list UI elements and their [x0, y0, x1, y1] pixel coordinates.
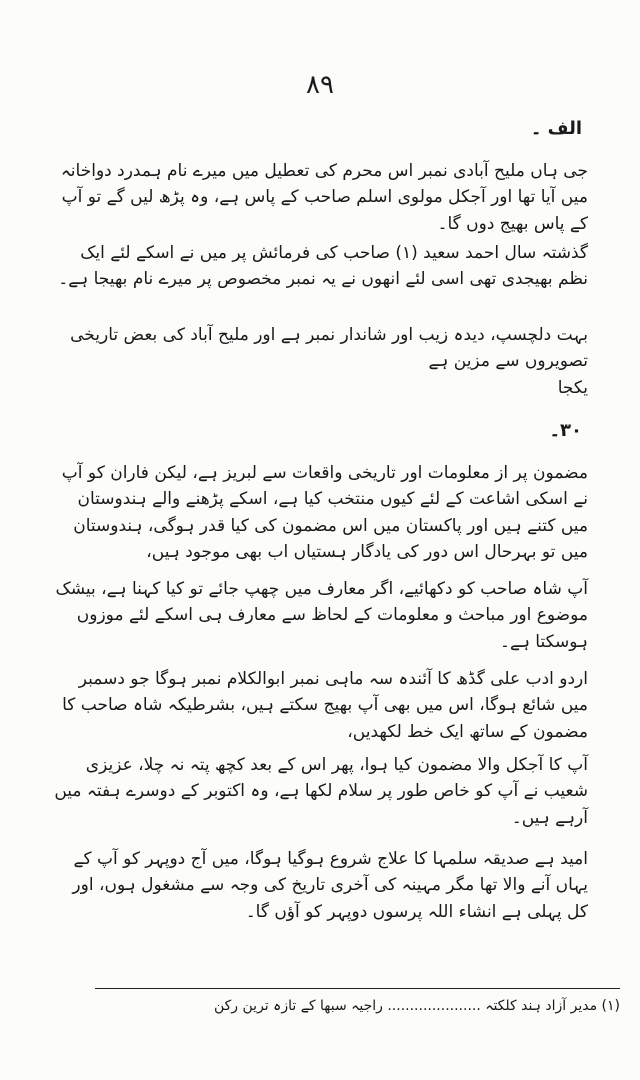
page-number: ٨٩ [306, 70, 334, 100]
paragraph: بہت دلچسپ، دیدہ زیب اور شاندار نمبر ہے اور ملیح آباد کی بعض تاریخی تصویروں سے مزین ہے یکجا [70, 325, 588, 398]
paragraph: گذشتہ سال احمد سعید (۱) صاحب کی فرمائش پر میں نے اسکے لئے ایک نظم بھیجدی تھی اسی لئے انھوں نے یہ نمبر مخصوص پر میرے نام بھیجا ہے۔ [58, 243, 588, 290]
section-heading-30: ۳۰۔ [549, 420, 582, 441]
paragraph: جی ہاں ملیح آبادی نمبر اس محرم کی تعطیل میں میرے نام ہمدرد دواخانہ میں آیا تھا اور آجکل مولوی اسلم صاحب کے پاس ہے، وہ پڑھ لیں گے تو آپ کے پاس بھیج دوں گا۔ [60, 161, 588, 234]
footnote: (۱) مدیر آزاد ہند کلکتہ ..................... راجیہ سبھا کے تازہ ترین رکن [213, 998, 620, 1014]
paragraph: اردو ادب علی گڈھ کا آئندہ سہ ماہی نمبر ابوالکلام نمبر ہوگا جو دسمبر میں شائع ہوگا، اس میں بھی آپ بھیج سکتے ہیں، بشرطیکہ شاہ صاحب کا مضمون کے ساتھ ایک خط لکھدیں، [62, 669, 588, 742]
section-heading-alif: الف ۔ [530, 118, 582, 139]
paragraph: آپ شاہ صاحب کو دکھائیے، اگر معارف میں چھپ جائے تو کیا کہنا ہے، بیشک موضوع اور مباحث و معلومات کے لحاظ سے معارف ہی اسکے لئے موزوں ہوسکتا ہے۔ [55, 579, 588, 652]
footnote-divider [95, 988, 620, 989]
paragraph: مضمون پر از معلومات اور تاریخی واقعات سے لبریز ہے، لیکن فاران کو آپ نے اسکی اشاعت کے لئے کیوں منتخب کیا ہے، اسکے پڑھنے والے ہندوستان میں کتنے ہیں اور پاکستان میں اس مضمون کی کیا قدر ہوگی، ہندوستان میں تو بہرحال اس دور کی یادگار ہستیاں اب بھی موجود ہیں، [61, 463, 588, 563]
paragraph: آپ کا آجکل والا مضمون کیا ہوا، پھر اس کے بعد کچھ پتہ نہ چلا، عزیزی شعیب نے آپ کو خاص طور پر سلام لکھا ہے، وہ اکتوبر کے دوسرے ہفتہ میں آرہے ہیں۔ [54, 755, 588, 828]
paragraph: امید ہے صدیقہ سلمہا کا علاج شروع ہوگیا ہوگا، میں آج دوپہر کو آپ کے یہاں آنے والا تھا مگر مہینہ کی آخری تاریخ کی وجہ سے مشغول ہوں، اور کل پہلی ہے انشاء اللہ پرسوں دوپہر کو آؤں گا۔ [72, 849, 588, 922]
